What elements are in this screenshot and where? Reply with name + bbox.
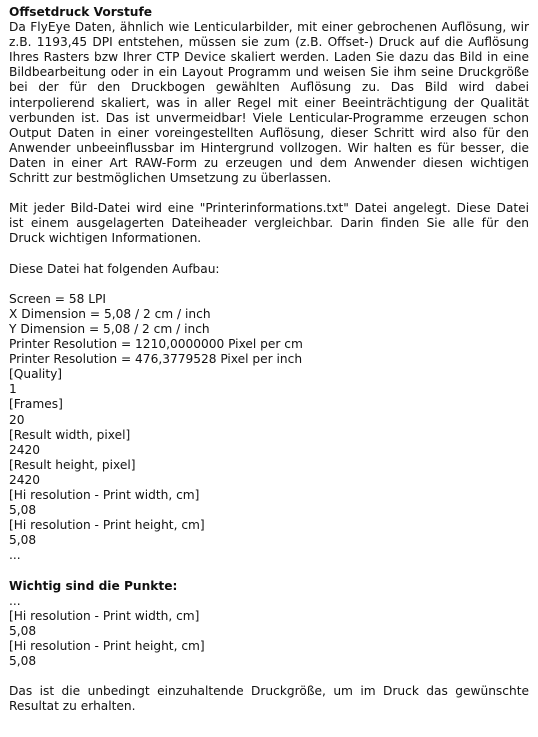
file-line: Printer Resolution = 476,3779528 Pixel per inch [9,352,303,367]
file-line: [Frames] [9,397,63,412]
file-line: 5,08 [9,533,37,548]
file-line: [Result height, pixel] [9,457,136,472]
closing-paragraph: Das ist die unbedingt einzuhaltende Druckgröße, um im Druck das gewünschte Resultat zu erhalten. [9,684,529,714]
file-line: ... [9,548,21,563]
file-paragraph: Mit jeder Bild-Datei wird eine "Printerinformations.txt" Datei angelegt. Diese Datei ist einem ausgelagerten Dateiheader vergleichbar. Darin finden Sie alle für den Druck wichtigen Informationen. [9,201,529,246]
spacer [9,247,529,262]
important-line: ... [9,593,21,608]
spacer [9,277,529,292]
file-line: 2420 [9,472,41,487]
important-line: 5,08 [9,654,37,669]
file-line: 5,08 [9,503,37,518]
section-heading: Offsetdruck Vorstufe [9,5,153,19]
file-line: Printer Resolution = 1210,0000000 Pixel per cm [9,337,303,352]
important-listing [9,594,529,669]
file-line: 20 [9,412,25,427]
important-line: [Hi resolution - Print height, cm] [9,638,205,653]
file-line: [Hi resolution - Print height, cm] [9,518,205,533]
file-line: Screen = 58 LPI [9,291,106,306]
spacer [9,186,529,201]
spacer [9,563,529,578]
important-line: 5,08 [9,623,37,638]
file-line: X Dimension = 5,08 / 2 cm / inch [9,306,211,321]
file-line: [Hi resolution - Print width, cm] [9,488,200,502]
structure-intro: Diese Datei hat folgenden Aufbau: [9,261,220,276]
file-line: 2420 [9,442,41,457]
file-content-listing [9,292,529,564]
file-line: Y Dimension = 5,08 / 2 cm / inch [9,321,210,336]
important-line: [Hi resolution - Print width, cm] [9,608,200,623]
file-line: [Quality] [9,367,63,382]
intro-paragraph: Da FlyEye Daten, ähnlich wie Lenticularbilder, mit einer gebrochenen Auflösung, wir z.B. 1193,45 DPI entstehen, müssen sie zum (z.B. Offset-) Druck auf die Auflösung Ihres Rasters bzw Ihrer CTP Device skaliert werden. Laden Sie dazu das Bild in eine Bildbearbeitung oder in ein Layout Programm und weisen Sie ihm seine Druckgröße bei der für den Druckbogen gewählten Auflösung zu. Das Bild wird dabei interpolierend skaliert, was in aller Regel mit einer Beeinträchtigung der Qualität verbunden ist. Das ist unvermeidbar! Viele Lenticular-Programme erzeugen schon Output Daten in einer voreingestellten Auflösung, dieser Schritt wird also für den Anwender unbeeinflussbar im Hintergrund vollzogen. Wir halten es für besser, die Daten in einer Art RAW-Form zu erzeugen und dem Anwender diesen wichtigen Schritt zur bestmöglichen Umsetzung zu überlassen. [9,20,529,186]
important-heading: Wichtig sind die Punkte: [9,578,178,593]
spacer [9,669,529,684]
file-line: [Result width, pixel] [9,427,131,442]
file-line: 1 [9,382,17,397]
